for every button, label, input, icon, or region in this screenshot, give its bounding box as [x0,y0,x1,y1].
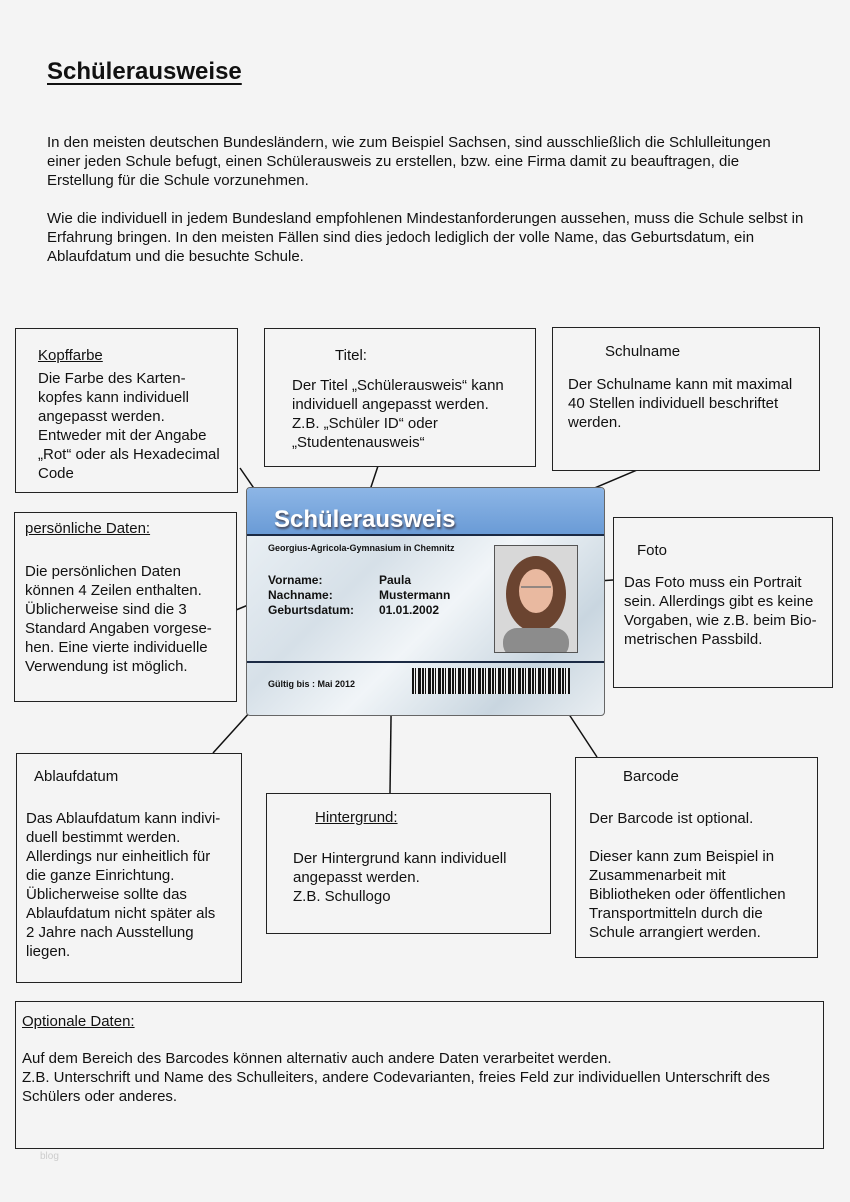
text-line: Ablaufdatum nicht später als [26,905,216,922]
text-line: kopfes kann individuell [38,389,189,406]
text-line: Vorgaben, wie z.B. beim Bio- [624,612,817,629]
box-titel [264,328,536,467]
text-line: Der Barcode ist optional. [589,810,754,827]
text-line: Z.B. Schullogo [293,888,391,905]
watermark: blog [40,1151,59,1162]
page-title: Schülerausweise [47,58,242,85]
box-schulname [552,327,820,471]
box-title: Kopffarbe [38,347,103,364]
text-line: Z.B. Unterschrift und Name des Schulleiters, andere Codevarianten, freies Feld zur individuellen Unterschrift des [22,1069,770,1086]
text-line: Entweder mit der Angabe [38,427,207,444]
text-line: Auf dem Bereich des Barcodes können alternativ auch andere Daten verarbeitet werden. [22,1050,612,1067]
card-value: Mustermann [379,588,451,602]
text-line: Zusammenarbeit mit [589,867,726,884]
text-line: werden. [568,414,622,431]
text-line: Transportmitteln durch die [589,905,763,922]
card-title: Schülerausweis [274,506,456,533]
box-title: Ablaufdatum [34,768,119,785]
card-label: Nachname: [268,588,333,602]
intro-paragraph-2: Wie die individuell in jedem Bundesland empfohlenen Mindestanforderungen aussehen, muss die Schule selbst in Erfahrung bringen. In den meisten Fällen sind dies jedoch lediglich der volle Name, das Geburtsdatum, ein Ablaufdatum und die besuchte Schule. [47,210,804,265]
text-line: Allerdings nur einheitlich für [26,848,211,865]
text-line: Das Ablaufdatum kann indivi- [26,810,221,827]
box-barcode [575,757,818,958]
box-foto [613,517,833,688]
card-label: Geburtsdatum: [268,603,355,617]
box-optionale-daten [15,1001,824,1149]
card-valid-until: Gültig bis : Mai 2012 [268,679,356,689]
portrait-photo [494,545,578,653]
text-line: Bibliotheken oder öffentlichen [589,886,786,903]
text-line: die ganze Einrichtung. [26,867,175,884]
text-line: 40 Stellen individuell beschriftet [568,395,779,412]
text-line: metrischen Passbild. [624,631,763,648]
text-line: Standard Angaben vorgese- [25,620,212,637]
text-line: 2 Jahre nach Ausstellung [26,924,194,941]
text-line: individuell angepasst werden. [292,396,489,413]
text-line: „Rot“ oder als Hexadecimal [38,446,220,463]
text-line: sein. Allerdings gibt es keine [624,593,814,610]
text-line: Code [38,465,74,482]
box-ablaufdatum [16,753,242,983]
text-line: Der Hintergrund kann individuell [293,850,507,867]
text-line: Üblicherweise sollte das [26,886,187,903]
box-title: Foto [637,542,668,559]
box-kopffarbe [15,328,238,493]
box-persoenliche-daten [14,512,237,702]
text-line: Z.B. „Schüler ID“ oder [292,415,438,432]
text-line: Die persönlichen Daten [25,563,181,580]
card-label: Vorname: [268,573,323,587]
box-hintergrund [266,793,551,934]
text-line: können 4 Zeilen enthalten. [25,582,202,599]
text-line: „Studentenausweis“ [292,434,425,451]
text-line: Üblicherweise sind die 3 [25,601,187,618]
text-line: Der Titel „Schülerausweis“ kann [292,377,504,394]
text-line: angepasst werden. [293,869,420,886]
text-line: liegen. [26,943,71,960]
text-line: Der Schulname kann mit maximal [568,376,793,393]
card-school-name: Georgius-Agricola-Gymnasium in Chemnitz [268,543,455,553]
box-title: Schulname [605,343,681,360]
box-title: Titel: [335,347,367,364]
card-value: 01.01.2002 [379,603,440,617]
text-line: angepasst werden. [38,408,165,425]
text-line: Schülers oder anderes. [22,1088,178,1105]
text-line: Das Foto muss ein Portrait [624,574,802,591]
id-card-sample [246,487,605,716]
text-line: hen. Eine vierte individuelle [25,639,208,656]
card-value: Paula [379,573,412,587]
box-title: Optionale Daten: [22,1013,135,1030]
box-title: persönliche Daten: [25,520,151,537]
text-line: duell bestimmt werden. [26,829,181,846]
box-title: Barcode [623,768,679,785]
text-line: Dieser kann zum Beispiel in [589,848,775,865]
box-title: Hintergrund: [315,809,398,826]
intro-paragraph-1: In den meisten deutschen Bundesländern, wie zum Beispiel Sachsen, sind ausschließlich die Schlulleitungen einer jeden Schule befugt, einen Schülerausweis zu erstellen, bzw. eine Firma damit zu beauftragen, die Erstellung für die Schule vorzunehmen. [47,134,771,189]
text-line: Schule arrangiert werden. [589,924,761,941]
card-divider [247,661,604,663]
text-line: Verwendung ist möglich. [25,658,188,675]
barcode [412,668,570,694]
text-line: Die Farbe des Karten- [38,370,186,387]
